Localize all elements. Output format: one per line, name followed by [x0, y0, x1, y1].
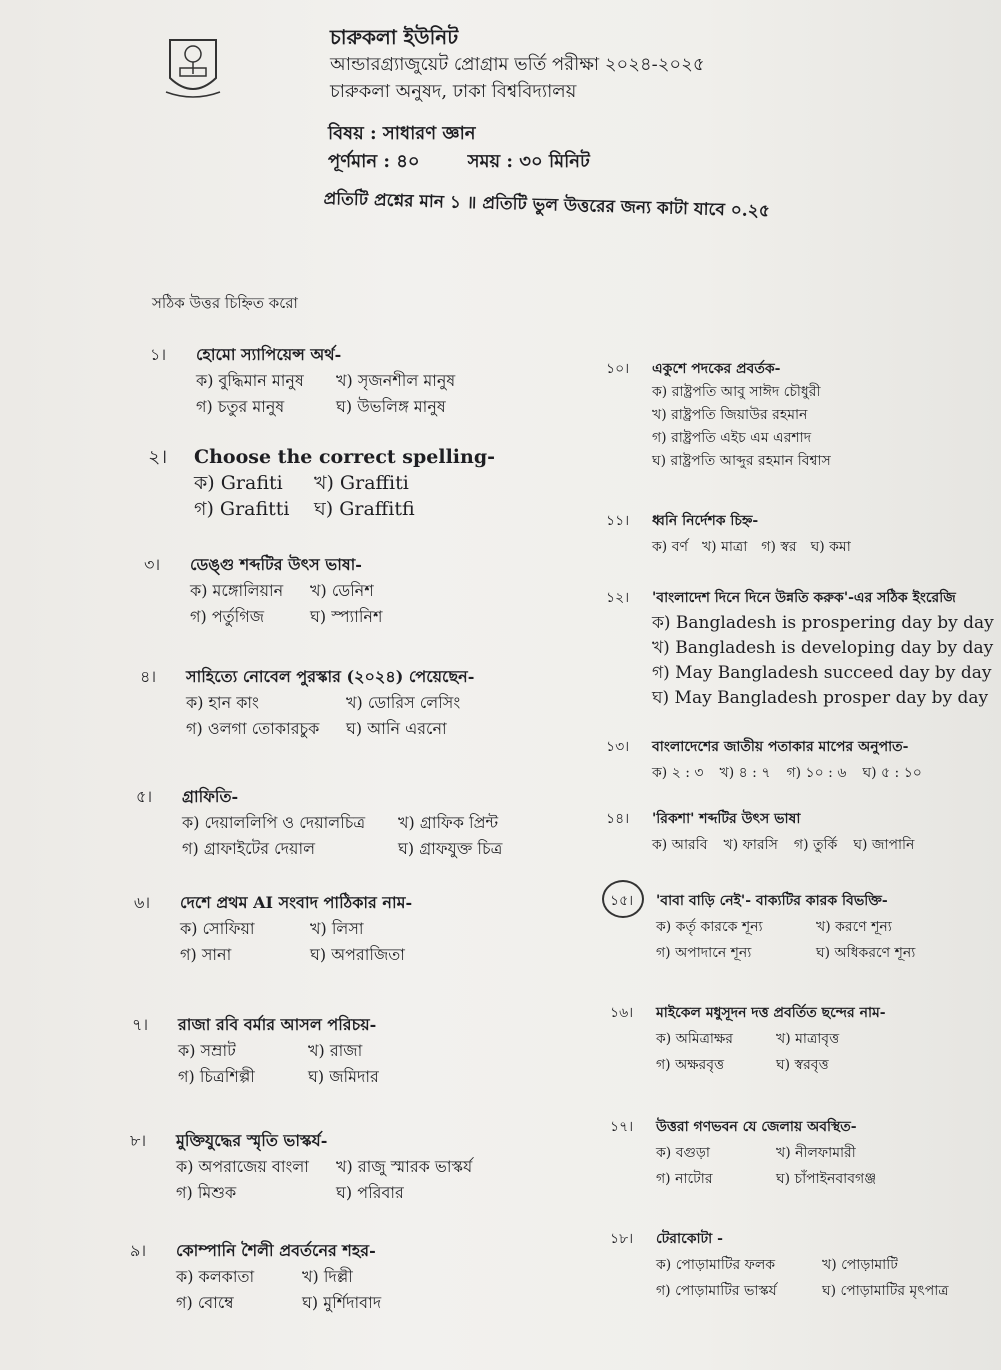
option[interactable]: ঘ) গ্রাফযুক্ত চিত্র	[398, 839, 503, 858]
option[interactable]: ক) আরবি	[652, 837, 708, 853]
marking-rule: প্রতিটি প্রশ্নের মান ১ ॥ প্রতিটি ভুল উত্তরের জন্য কাটা যাবে ০.২৫	[323, 188, 771, 222]
question-15: ১৫। 'বাবা বাড়ি নেই'- বাক্যটির কারক বিভক্তি- ক) কর্তৃ কারকে শূন্য খ) করণে শূন্য গ) অপাদানে শূন্য ঘ) অধিকরণে শূন্য	[610, 888, 915, 966]
option[interactable]: ঘ) Graffitfi	[314, 498, 415, 520]
option[interactable]: খ) রাজা	[308, 1041, 363, 1060]
option[interactable]: ক) Grafiti	[194, 472, 283, 494]
question-3: ৩। ডেঙ্গু শব্দটির উৎস ভাষা- ক) মঙ্গোলিয়ান খ) ডেনিশ গ) পর্তুগিজ ঘ) স্প্যানিশ	[144, 552, 382, 630]
option[interactable]: খ) মাত্রাবৃত্ত	[776, 1031, 840, 1047]
option[interactable]: ক) সম্রাট	[178, 1041, 236, 1060]
option[interactable]: গ) May Bangladesh succeed day by day	[652, 663, 992, 683]
option[interactable]: খ) দিল্লী	[302, 1267, 353, 1286]
option[interactable]: খ) রাজু স্মারক ভাস্কর্য	[336, 1157, 473, 1176]
question-1: ১। হোমো স্যাপিয়েন্স অর্থ- ক) বুদ্ধিমান মানুষ খ) সৃজনশীল মানুষ গ) চতুর মানুষ ঘ) উভলিঙ্গ মানুষ	[150, 342, 455, 420]
question-7: ৭। রাজা রবি বর্মার আসল পরিচয়- ক) সম্রাট খ) রাজা গ) চিত্রশিল্পী ঘ) জমিদার	[132, 1012, 379, 1090]
option[interactable]: গ) স্বর	[761, 539, 797, 555]
option[interactable]: ক) হান কাং	[186, 693, 259, 712]
option[interactable]: গ) সানা	[180, 945, 232, 964]
option[interactable]: ঘ) ৫ : ১০	[862, 765, 922, 781]
option[interactable]: ক) Bangladesh is prospering day by day	[652, 613, 994, 633]
question-11: ১১। ধ্বনি নির্দেশক চিহ্ন- ক) বর্ণ খ) মাত্রা গ) স্বর ঘ) কমা	[606, 508, 851, 560]
option[interactable]: ক) ২ : ৩	[652, 765, 704, 781]
exam-time: সময় : ৩০ মিনিট	[467, 151, 590, 172]
option[interactable]: খ) ডেনিশ	[310, 581, 374, 600]
option[interactable]: খ) পোড়ামাটি	[822, 1257, 898, 1273]
option[interactable]: ক) বগুড়া	[656, 1145, 710, 1161]
exam-title: আন্ডারগ্র্যাজুয়েট প্রোগ্রাম ভর্তি পরীক্ষা ২০২৪-২০২৫	[330, 54, 705, 75]
option[interactable]: খ) ৪ : ৭	[719, 765, 771, 781]
option[interactable]: খ) Bangladesh is developing day by day	[652, 638, 994, 658]
option[interactable]: খ) লিসা	[310, 919, 364, 938]
option[interactable]: ঘ) রাষ্ট্রপতি আব্দুর রহমান বিশ্বাস	[652, 453, 831, 469]
question-13: ১৩। বাংলাদেশের জাতীয় পতাকার মাপের অনুপাত- ক) ২ : ৩ খ) ৪ : ৭ গ) ১০ : ৬ ঘ) ৫ : ১০	[606, 734, 922, 786]
option[interactable]: গ) মিশুক	[176, 1183, 237, 1202]
option[interactable]: ঘ) May Bangladesh prosper day by day	[652, 688, 989, 708]
option[interactable]: ক) মঙ্গোলিয়ান	[190, 581, 284, 600]
option[interactable]: খ) মাত্রা	[701, 539, 748, 555]
unit-title: চারুকলা ইউনিট	[330, 25, 459, 49]
question-16: ১৬। মাইকেল মধুসূদন দত্ত প্রবর্তিত ছন্দের নাম- ক) অমিত্রাক্ষর খ) মাত্রাবৃত্ত গ) অক্ষরবৃত্ত ঘ) স্বরবৃত্ত	[610, 1000, 886, 1078]
option[interactable]: ঘ) জমিদার	[308, 1067, 379, 1086]
subject-title: বিষয় : সাধারণ জ্ঞান	[328, 123, 476, 144]
option[interactable]: ক) পোড়ামাটির ফলক	[656, 1257, 776, 1273]
option[interactable]: গ) পর্তুগিজ	[190, 607, 265, 626]
option[interactable]: খ) Graffiti	[314, 472, 409, 494]
option[interactable]: ঘ) স্প্যানিশ	[310, 607, 383, 626]
option[interactable]: ঘ) জাপানি	[853, 837, 915, 853]
question-10: ১০। একুশে পদকের প্রবর্তক- ক) রাষ্ট্রপতি আবু সাঈদ চৌধুরী খ) রাষ্ট্রপতি জিয়াউর রহমান গ) রাষ্ট্রপতি এইচ এম এরশাদ ঘ) রাষ্ট্রপতি আব্দুর রহমান বিশ্বাস	[606, 358, 831, 473]
option[interactable]: খ) সৃজনশীল মানুষ	[336, 371, 456, 390]
question-9: ৯। কোম্পানি শৈলী প্রবর্তনের শহর- ক) কলকাতা খ) দিল্লী গ) বোম্বে ঘ) মুর্শিদাবাদ	[130, 1238, 381, 1316]
question-14: ১৪। 'রিকশা' শব্দটির উৎস ভাষা ক) আরবি খ) ফারসি গ) তুর্কি ঘ) জাপানি	[606, 806, 914, 858]
option[interactable]: ক) কলকাতা	[176, 1267, 255, 1286]
option[interactable]: গ) অক্ষরবৃত্ত	[656, 1057, 725, 1073]
option[interactable]: খ) ডোরিস লেসিং	[346, 693, 461, 712]
option[interactable]: ঘ) পরিবার	[336, 1183, 404, 1202]
option[interactable]: ক) অমিত্রাক্ষর	[656, 1031, 733, 1047]
option[interactable]: খ) করণে শূন্য	[816, 919, 892, 935]
option[interactable]: ঘ) মুর্শিদাবাদ	[302, 1293, 382, 1312]
option[interactable]: খ) ফারসি	[723, 837, 778, 853]
option[interactable]: গ) রাষ্ট্রপতি এইচ এম এরশাদ	[652, 430, 812, 446]
question-6: ৬। দেশে প্রথম AI সংবাদ পাঠিকার নাম- ক) সোফিয়া খ) লিসা গ) সানা ঘ) অপরাজিতা	[134, 890, 412, 968]
full-marks: পূর্ণমান : ৪০	[328, 151, 420, 172]
question-12: ১২। 'বাংলাদেশ দিনে দিনে উন্নতি করুক'-এর সঠিক ইংরেজি ক) Bangladesh is prospering day by day খ) Bangladesh is developing day by day গ) May Bangladesh succeed day by day ঘ) May Bangladesh prosper day by day	[606, 586, 994, 711]
option[interactable]: গ) নাটোর	[656, 1171, 713, 1187]
option[interactable]: ঘ) অপরাজিতা	[310, 945, 405, 964]
question-5: ৫। গ্রাফিতি- ক) দেয়াললিপি ও দেয়ালচিত্র খ) গ্রাফিক প্রিন্ট গ) গ্রাফাইটের দেয়াল ঘ) গ্রাফযুক্ত চিত্র	[136, 784, 502, 862]
option[interactable]: ক) সোফিয়া	[180, 919, 255, 938]
option[interactable]: গ) চিত্রশিল্পী	[178, 1067, 255, 1086]
option[interactable]: ঘ) স্বরবৃত্ত	[776, 1057, 829, 1073]
option[interactable]: ঘ) উভলিঙ্গ মানুষ	[336, 397, 446, 416]
university-logo-icon	[162, 34, 224, 104]
instruction: সঠিক উত্তর চিহ্নিত করো	[152, 294, 298, 312]
question-18: ১৮। টেরাকোটা - ক) পোড়ামাটির ফলক খ) পোড়ামাটি গ) পোড়ামাটির ভাস্কর্য ঘ) পোড়ামাটির মৃৎপাত্র	[610, 1226, 949, 1304]
option[interactable]: ক) দেয়াললিপি ও দেয়ালচিত্র	[182, 813, 366, 832]
option[interactable]: গ) পোড়ামাটির ভাস্কর্য	[656, 1283, 777, 1299]
option[interactable]: গ) ১০ : ৬	[786, 765, 847, 781]
option[interactable]: গ) Grafitti	[194, 498, 290, 520]
option[interactable]: ক) বুদ্ধিমান মানুষ	[196, 371, 304, 390]
option[interactable]: খ) গ্রাফিক প্রিন্ট	[398, 813, 499, 832]
question-17: ১৭। উত্তরা গণভবন যে জেলায় অবস্থিত- ক) বগুড়া খ) নীলফামারী গ) নাটোর ঘ) চাঁপাইনবাবগঞ্জ	[610, 1114, 876, 1192]
option[interactable]: গ) গ্রাফাইটের দেয়াল	[182, 839, 316, 858]
option[interactable]: ক) অপরাজেয় বাংলা	[176, 1157, 309, 1176]
option[interactable]: ক) রাষ্ট্রপতি আবু সাঈদ চৌধুরী	[652, 384, 821, 400]
option[interactable]: ঘ) চাঁপাইনবাবগঞ্জ	[776, 1171, 877, 1187]
option[interactable]: ক) কর্তৃ কারকে শূন্য	[656, 919, 763, 935]
option[interactable]: ঘ) কমা	[810, 539, 851, 555]
question-2: ২। Choose the correct spelling- ক) Grafiti খ) Graffiti গ) Grafitti ঘ) Graffitfi	[148, 446, 495, 520]
option[interactable]: গ) বোম্বে	[176, 1293, 234, 1312]
option[interactable]: গ) চতুর মানুষ	[196, 397, 285, 416]
option[interactable]: খ) রাষ্ট্রপতি জিয়াউর রহমান	[652, 407, 808, 423]
option[interactable]: গ) অপাদানে শূন্য	[656, 945, 752, 961]
option[interactable]: গ) তুর্কি	[793, 837, 838, 853]
exam-header	[330, 24, 705, 105]
question-4: ৪। সাহিত্যে নোবেল পুরস্কার (২০২৪) পেয়েছেন- ক) হান কাং খ) ডোরিস লেসিং গ) ওলগা তোকারচুক ঘ) আনি এরনো	[140, 664, 474, 742]
option[interactable]: গ) ওলগা তোকারচুক	[186, 719, 320, 738]
option[interactable]: ঘ) আনি এরনো	[346, 719, 447, 738]
question-8: ৮। মুক্তিযুদ্ধের স্মৃতি ভাস্কর্য- ক) অপরাজেয় বাংলা খ) রাজু স্মারক ভাস্কর্য গ) মিশুক ঘ) পরিবার	[130, 1128, 472, 1206]
faculty-name: চারুকলা অনুষদ, ঢাকা বিশ্ববিদ্যালয়	[330, 81, 577, 102]
option[interactable]: ঘ) অধিকরণে শূন্য	[816, 945, 916, 961]
option[interactable]: ঘ) পোড়ামাটির মৃৎপাত্র	[822, 1283, 949, 1299]
option[interactable]: ক) বর্ণ	[652, 539, 688, 555]
option[interactable]: খ) নীলফামারী	[776, 1145, 856, 1161]
subject-block	[328, 120, 590, 176]
